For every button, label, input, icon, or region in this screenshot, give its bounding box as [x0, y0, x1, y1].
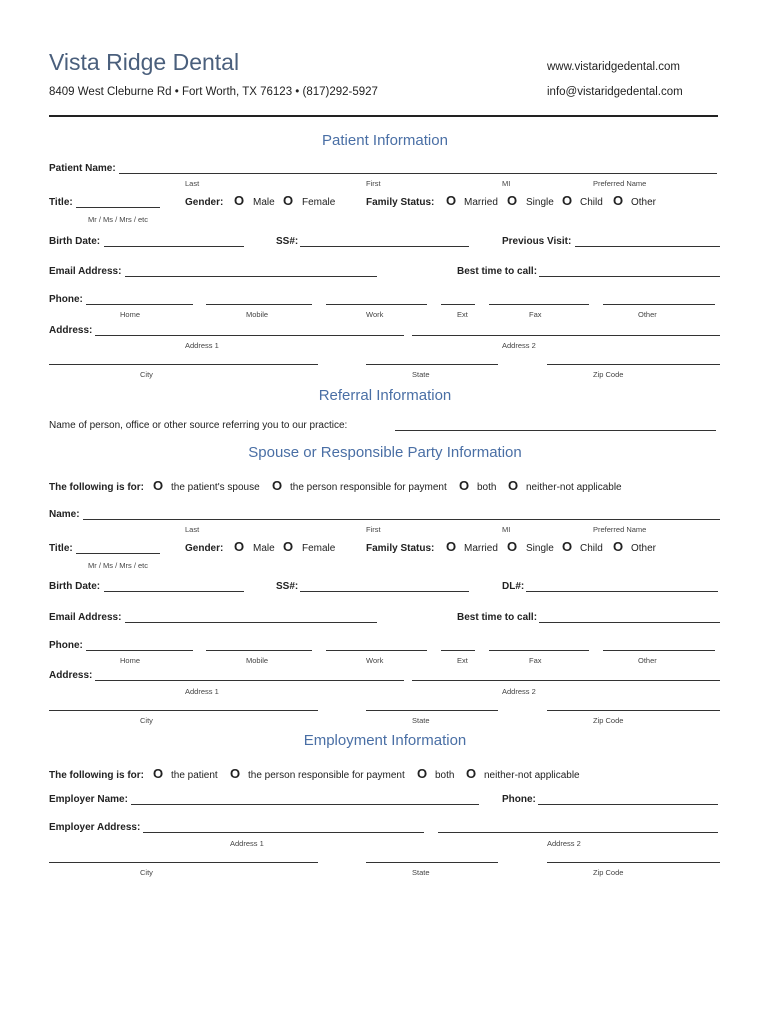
patient-phone-sub-home: Home: [120, 310, 141, 319]
patient-birth-label: Birth Date:: [49, 236, 101, 247]
spouse-family-married-radio[interactable]: O: [446, 539, 457, 554]
spouse-dl-field[interactable]: [526, 591, 718, 592]
practice-address: 8409 West Cleburne Rd • Fort Worth, TX 76123 • (817)292-5927: [49, 86, 378, 98]
spouse-best-time-field[interactable]: [539, 622, 720, 623]
spouse-address2-field[interactable]: [412, 680, 720, 681]
patient-phone-sub-work: Work: [366, 310, 384, 319]
employer-phone-label: Phone:: [502, 794, 536, 805]
patient-gender-label: Gender:: [185, 197, 224, 208]
spouse-birth-field[interactable]: [104, 591, 244, 592]
spouse-phone-mobile-field[interactable]: [206, 650, 312, 651]
patient-name-sub-mi: MI: [502, 179, 511, 188]
patient-family-other-radio[interactable]: O: [613, 193, 624, 208]
patient-family-child-radio[interactable]: O: [562, 193, 573, 208]
section-title-patient: Patient Information: [322, 132, 448, 149]
patient-city-field[interactable]: [49, 364, 318, 365]
spouse-email-field[interactable]: [125, 622, 377, 623]
spouse-name-sub-mi: MI: [502, 525, 511, 534]
spouse-address-sub-1: Address 1: [185, 687, 219, 696]
employer-city-field[interactable]: [49, 862, 318, 863]
spouse-phone-sub-mobile: Mobile: [246, 656, 269, 665]
spouse-dl-label: DL#:: [502, 581, 525, 592]
spouse-family-other-radio[interactable]: O: [613, 539, 624, 554]
spouse-state-field[interactable]: [366, 710, 498, 711]
employment-for-na-label: neither-not applicable: [484, 770, 580, 781]
spouse-gender-female-radio[interactable]: O: [283, 539, 294, 554]
section-title-spouse: Spouse or Responsible Party Information: [248, 444, 522, 461]
patient-phone-sub-fax: Fax: [529, 310, 542, 319]
referral-question-label: Name of person, office or other source referring you to our practice:: [49, 420, 348, 431]
patient-phone-sub-ext: Ext: [457, 310, 468, 319]
spouse-for-na-label: neither-not applicable: [526, 482, 622, 493]
patient-zip-sub: Zip Code: [593, 370, 624, 379]
practice-name: Vista Ridge Dental: [49, 49, 240, 75]
patient-gender-female-label: Female: [302, 197, 336, 208]
employer-address-label: Employer Address:: [49, 822, 141, 833]
patient-name-sub-first: First: [366, 179, 381, 188]
patient-phone-sub-other: Other: [638, 310, 657, 319]
employer-zip-sub: Zip Code: [593, 868, 624, 877]
employer-address1-field[interactable]: [143, 832, 424, 833]
section-title-referral: Referral Information: [318, 387, 452, 404]
patient-phone-home-field[interactable]: [86, 304, 193, 305]
patient-zip-field[interactable]: [547, 364, 720, 365]
patient-family-label: Family Status:: [366, 197, 435, 208]
spouse-family-married-label: Married: [464, 543, 498, 554]
practice-email[interactable]: info@vistaridgedental.com: [547, 86, 683, 98]
patient-ss-field[interactable]: [300, 246, 469, 247]
patient-address-label: Address:: [49, 325, 93, 336]
spouse-title-field[interactable]: [76, 553, 160, 554]
spouse-phone-fax-field[interactable]: [489, 650, 589, 651]
patient-address-sub-1: Address 1: [185, 341, 219, 350]
spouse-title-sub: Mr / Ms / Mrs / etc: [88, 561, 148, 570]
spouse-family-single-radio[interactable]: O: [507, 539, 518, 554]
spouse-name-field[interactable]: [83, 519, 720, 520]
patient-best-time-field[interactable]: [539, 276, 720, 277]
spouse-email-label: Email Address:: [49, 612, 122, 623]
patient-phone-other-field[interactable]: [603, 304, 715, 305]
patient-family-single-label: Single: [526, 197, 554, 208]
patient-ss-label: SS#:: [276, 236, 299, 247]
employer-phone-field[interactable]: [538, 804, 718, 805]
employer-state-field[interactable]: [366, 862, 498, 863]
spouse-phone-sub-other: Other: [638, 656, 657, 665]
patient-family-married-radio[interactable]: O: [446, 193, 457, 208]
spouse-name-label: Name:: [49, 509, 80, 520]
spouse-for-both-label: both: [477, 482, 497, 493]
practice-website[interactable]: www.vistaridgedental.com: [547, 61, 680, 73]
employment-for-label: The following is for:: [49, 770, 144, 781]
employment-for-payer-label: the person responsible for payment: [248, 770, 405, 781]
patient-phone-fax-field[interactable]: [489, 304, 589, 305]
spouse-for-na-radio[interactable]: O: [508, 478, 519, 493]
patient-address1-field[interactable]: [95, 335, 404, 336]
spouse-phone-sub-work: Work: [366, 656, 384, 665]
spouse-for-spouse-label: the patient's spouse: [171, 482, 260, 493]
spouse-ss-field[interactable]: [300, 591, 469, 592]
employment-for-na-radio[interactable]: O: [466, 766, 477, 781]
patient-gender-female-radio[interactable]: O: [283, 193, 294, 208]
spouse-family-child-radio[interactable]: O: [562, 539, 573, 554]
patient-phone-sub-mobile: Mobile: [246, 310, 269, 319]
spouse-for-label: The following is for:: [49, 482, 144, 493]
spouse-gender-female-label: Female: [302, 543, 336, 554]
spouse-phone-label: Phone:: [49, 640, 83, 651]
patient-family-child-label: Child: [580, 197, 603, 208]
spouse-gender-male-radio[interactable]: O: [234, 539, 245, 554]
patient-birth-field[interactable]: [104, 246, 244, 247]
patient-name-sub-last: Last: [185, 179, 200, 188]
spouse-zip-field[interactable]: [547, 710, 720, 711]
patient-state-field[interactable]: [366, 364, 498, 365]
patient-prev-visit-label: Previous Visit:: [502, 236, 572, 247]
patient-address-sub-2: Address 2: [502, 341, 536, 350]
spouse-ss-label: SS#:: [276, 581, 299, 592]
spouse-title-label: Title:: [49, 543, 73, 554]
spouse-state-sub: State: [412, 716, 430, 725]
employer-state-sub: State: [412, 868, 430, 877]
patient-name-label: Patient Name:: [49, 163, 116, 174]
employment-for-both-label: both: [435, 770, 455, 781]
spouse-name-sub-first: First: [366, 525, 381, 534]
patient-gender-male-label: Male: [253, 197, 275, 208]
patient-state-sub: State: [412, 370, 430, 379]
employer-zip-field[interactable]: [547, 862, 720, 863]
spouse-phone-sub-home: Home: [120, 656, 141, 665]
spouse-family-other-label: Other: [631, 543, 657, 554]
employment-for-both-radio[interactable]: O: [417, 766, 428, 781]
spouse-family-child-label: Child: [580, 543, 603, 554]
section-title-employment: Employment Information: [303, 732, 467, 749]
employer-name-field[interactable]: [131, 804, 479, 805]
spouse-address-label: Address:: [49, 670, 93, 681]
patient-phone-mobile-field[interactable]: [206, 304, 312, 305]
spouse-zip-sub: Zip Code: [593, 716, 624, 725]
spouse-address1-field[interactable]: [95, 680, 404, 681]
referral-source-field[interactable]: [395, 430, 716, 431]
spouse-for-both-radio[interactable]: O: [459, 478, 470, 493]
spouse-city-field[interactable]: [49, 710, 318, 711]
spouse-gender-male-label: Male: [253, 543, 275, 554]
spouse-city-sub: City: [140, 716, 153, 725]
employment-for-patient-label: the patient: [171, 770, 218, 781]
spouse-for-payer-radio[interactable]: O: [272, 478, 283, 493]
spouse-phone-sub-ext: Ext: [457, 656, 468, 665]
spouse-phone-ext-field[interactable]: [441, 650, 475, 651]
patient-phone-ext-field[interactable]: [441, 304, 475, 305]
employer-address-sub-1: Address 1: [230, 839, 264, 848]
patient-family-single-radio[interactable]: O: [507, 193, 518, 208]
patient-email-field[interactable]: [125, 276, 377, 277]
patient-family-married-label: Married: [464, 197, 498, 208]
patient-prev-visit-field[interactable]: [575, 246, 720, 247]
patient-title-label: Title:: [49, 197, 73, 208]
spouse-family-single-label: Single: [526, 543, 554, 554]
employer-name-label: Employer Name:: [49, 794, 128, 805]
spouse-best-time-label: Best time to call:: [457, 612, 538, 623]
patient-name-sub-preferred: Preferred Name: [593, 179, 647, 188]
patient-family-other-label: Other: [631, 197, 657, 208]
spouse-name-sub-last: Last: [185, 525, 200, 534]
spouse-phone-work-field[interactable]: [326, 650, 427, 651]
spouse-phone-home-field[interactable]: [86, 650, 193, 651]
spouse-phone-sub-fax: Fax: [529, 656, 542, 665]
header-divider: [49, 115, 718, 117]
employment-for-patient-radio[interactable]: O: [153, 766, 164, 781]
spouse-phone-other-field[interactable]: [603, 650, 715, 651]
patient-email-label: Email Address:: [49, 266, 122, 277]
patient-phone-label: Phone:: [49, 294, 83, 305]
patient-title-field[interactable]: [76, 207, 160, 208]
spouse-gender-label: Gender:: [185, 543, 224, 554]
spouse-birth-label: Birth Date:: [49, 581, 101, 592]
spouse-for-spouse-radio[interactable]: O: [153, 478, 164, 493]
patient-gender-male-radio[interactable]: O: [234, 193, 245, 208]
employer-address-sub-2: Address 2: [547, 839, 581, 848]
patient-phone-work-field[interactable]: [326, 304, 427, 305]
spouse-address-sub-2: Address 2: [502, 687, 536, 696]
employment-for-payer-radio[interactable]: O: [230, 766, 241, 781]
patient-best-time-label: Best time to call:: [457, 266, 538, 277]
patient-name-field[interactable]: [119, 173, 717, 174]
patient-city-sub: City: [140, 370, 153, 379]
patient-address2-field[interactable]: [412, 335, 720, 336]
spouse-family-label: Family Status:: [366, 543, 435, 554]
patient-title-sub: Mr / Ms / Mrs / etc: [88, 215, 148, 224]
spouse-name-sub-preferred: Preferred Name: [593, 525, 647, 534]
spouse-for-payer-label: the person responsible for payment: [290, 482, 447, 493]
employer-address2-field[interactable]: [438, 832, 718, 833]
employer-city-sub: City: [140, 868, 153, 877]
